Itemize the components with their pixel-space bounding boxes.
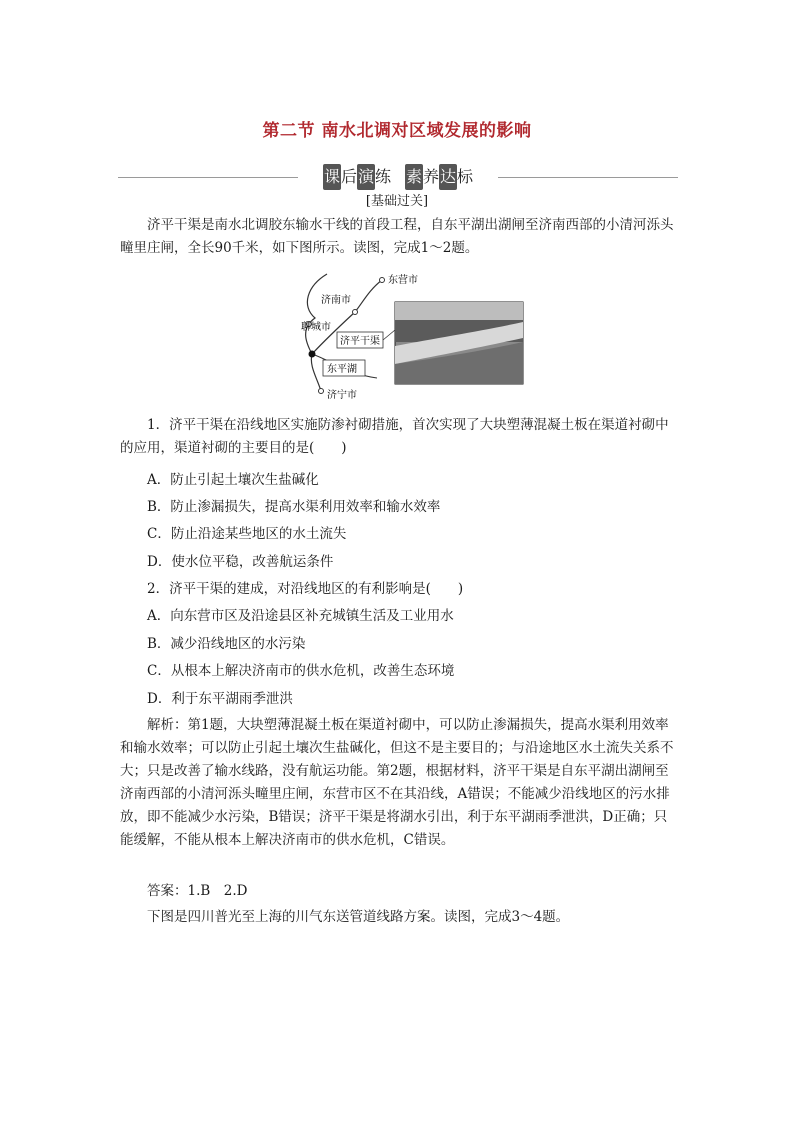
q2-option-d: D．利于东平湖雨季泄洪	[147, 691, 293, 707]
map-figure	[287, 266, 527, 406]
city-marker	[380, 278, 385, 283]
label-dongying: 东营市	[388, 275, 418, 286]
page-title: 第二节 南水北调对区域发展的影响	[262, 121, 532, 141]
section-banner-label	[308, 164, 488, 190]
banner-char: 练	[374, 167, 391, 186]
label-jinan: 济南市	[321, 295, 351, 306]
divider-right	[498, 177, 678, 178]
lake-outlet-marker	[309, 351, 316, 358]
banner-char: 养	[423, 167, 440, 186]
city-marker	[353, 310, 358, 315]
analysis-paragraph: 解析：第1题，大块塑薄混凝土板在渠道衬砌中，可以防止渗漏损失，提高水渠利用效率和输水效率；可以防止引起土壤次生盐碱化，但这不是主要目的；与沿途地区水土流失关系不大；只是改善了输水线路，没有航运功能。第2题，根据材料，济平干渠是自东平湖出湖闸至济南西部的小清河泺头疃里庄闸，东营市区不在其沿线，A错误；不能减少沿线地区的污水排放，即不能减少水污染，B错误；济平干渠是将湖水引出，利于东平湖雨季泄洪，D正确；只能缓解，不能从根本上解决济南市的供水危机，C错误。	[120, 717, 674, 848]
section-banner	[118, 164, 678, 190]
canal-photo	[395, 302, 523, 384]
intro-paragraph: 济平干渠是南水北调胶东输水干线的首段工程，自东平湖出湖闸至济南西部的小清河泺头疃里庄闸，全长90千米，如下图所示。读图，完成1～2题。	[120, 217, 674, 256]
city-marker	[319, 389, 324, 394]
q1-option-a: A．防止引起土壤次生盐碱化	[147, 472, 319, 488]
banner-char: 课	[323, 164, 341, 190]
q2-option-c: C．从根本上解决济南市的供水危机，改善生态环境	[147, 663, 455, 679]
q2-option-b: B．减少沿线地区的水污染	[147, 636, 306, 652]
question-1-stem: 1．济平干渠在沿线地区实施防渗衬砌措施，首次实现了大块塑薄混凝土板在渠道衬砌中的应用，渠道衬砌的主要目的是( )	[120, 417, 669, 456]
q2-option-a: A．向东营市区及沿途县区补充城镇生活及工业用水	[147, 608, 454, 624]
banner-char: 演	[357, 164, 375, 190]
label-jiping: 济平干渠	[340, 336, 380, 347]
q1-option-d: D．使水位平稳，改善航运条件	[147, 554, 334, 570]
q1-option-c: C．防止沿途某些地区的水土流失	[147, 526, 347, 542]
callout-line	[383, 330, 395, 340]
label-jining: 济宁市	[327, 390, 357, 401]
subsection-heading: [基础过关]	[365, 194, 429, 209]
banner-char: 达	[439, 164, 457, 190]
banner-char: 后	[340, 167, 357, 186]
divider-left	[118, 177, 298, 178]
label-dongpinghu: 东平湖	[327, 364, 357, 375]
answer-line: 答案：1.B 2.D	[147, 883, 248, 899]
canal-map	[287, 266, 527, 406]
question-2-stem: 2．济平干渠的建成，对沿线地区的有利影响是( )	[147, 581, 464, 597]
q1-option-b: B．防止渗漏损失，提高水渠利用效率和输水效率	[147, 499, 441, 515]
banner-char: 素	[405, 164, 423, 190]
next-intro-paragraph: 下图是四川普光至上海的川气东送管道线路方案。读图，完成3～4题。	[147, 909, 570, 925]
banner-char: 标	[457, 167, 474, 186]
label-liaocheng: 聊城市	[301, 322, 331, 333]
